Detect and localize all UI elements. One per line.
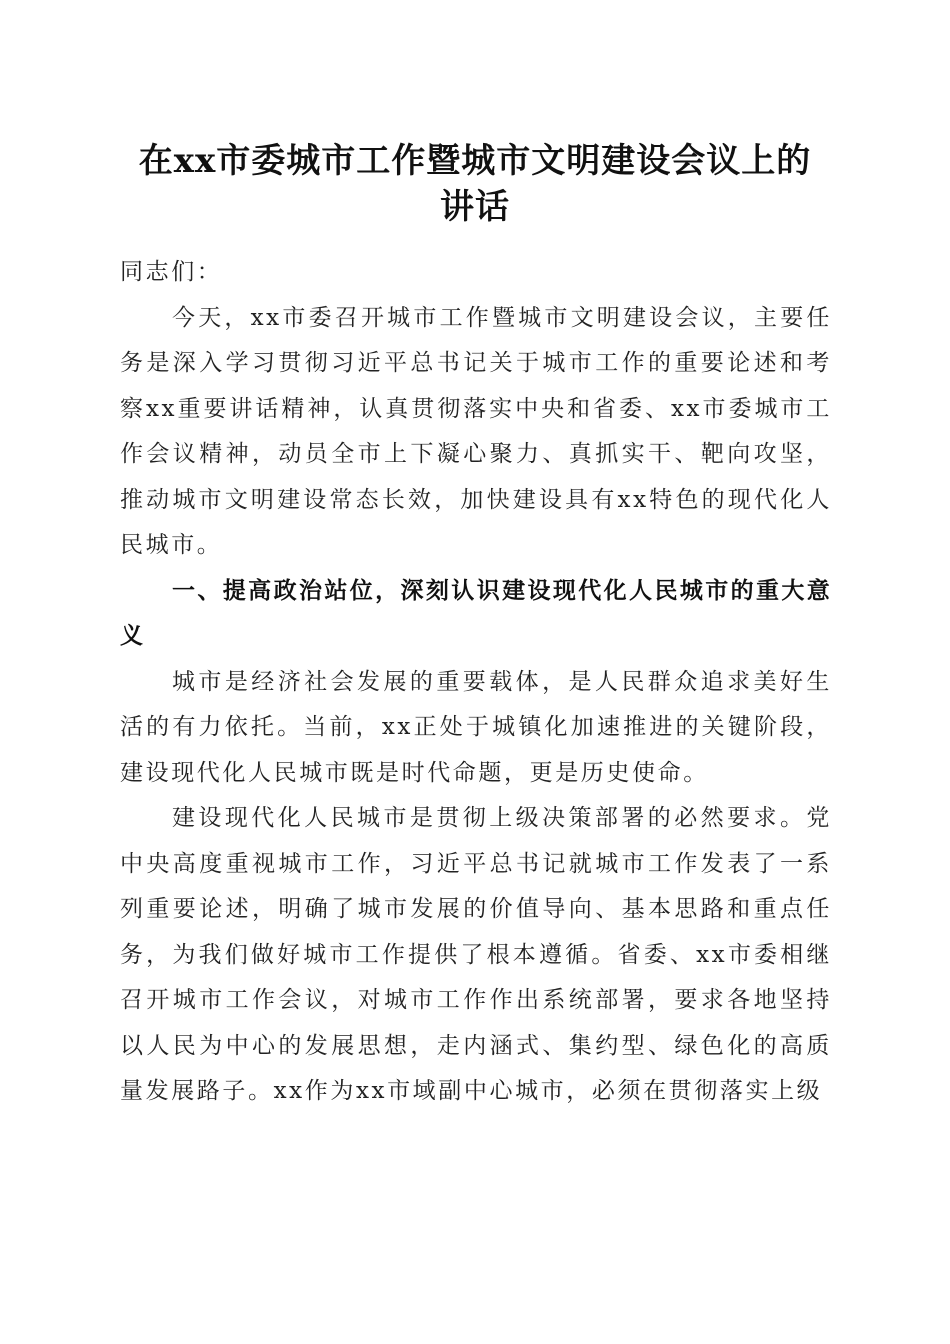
paragraph-opening: 今天，xx市委召开城市工作暨城市文明建设会议，主要任务是深入学习贯彻习近平总书记关于城市工作的重要论述和考察xx重要讲话精神，认真贯彻落实中央和省委、xx市委城市工作会议精神，动员全市上下凝心聚力、真抓实干、靶向攻坚，推动城市文明建设常态长效，加快建设具有xx特色的现代化人民城市。	[120, 304, 832, 558]
document-title-line-1: 在xx市委城市工作暨城市文明建设会议上的	[138, 141, 812, 181]
document-title-line-2: 讲话	[440, 187, 510, 227]
salutation: 同志们：	[120, 259, 223, 285]
paragraph-city-role: 城市是经济社会发展的重要载体，是人民群众追求美好生活的有力依托。当前，xx正处于城镇化加速推进的关键阶段，建设现代化人民城市既是时代命题，更是历史使命。	[120, 668, 832, 786]
section-heading-1: 一、提高政治站位，深刻认识建设现代化人民城市的重大意义	[120, 577, 832, 649]
paragraph-policy-requirement: 建设现代化人民城市是贯彻上级决策部署的必然要求。党中央高度重视城市工作，习近平总书记就城市工作发表了一系列重要论述，明确了城市发展的价值导向、基本思路和重点任务，为我们做好城市工作提供了根本遵循。省委、xx市委相继召开城市工作会议，对城市工作作出系统部署，要求各地坚持以人民为中心的发展思想，走内涵式、集约型、绿色化的高质量发展路子。xx作为xx市域副中心城市，必须在贯彻落实上级	[120, 805, 832, 1104]
document-body	[120, 250, 832, 1115]
